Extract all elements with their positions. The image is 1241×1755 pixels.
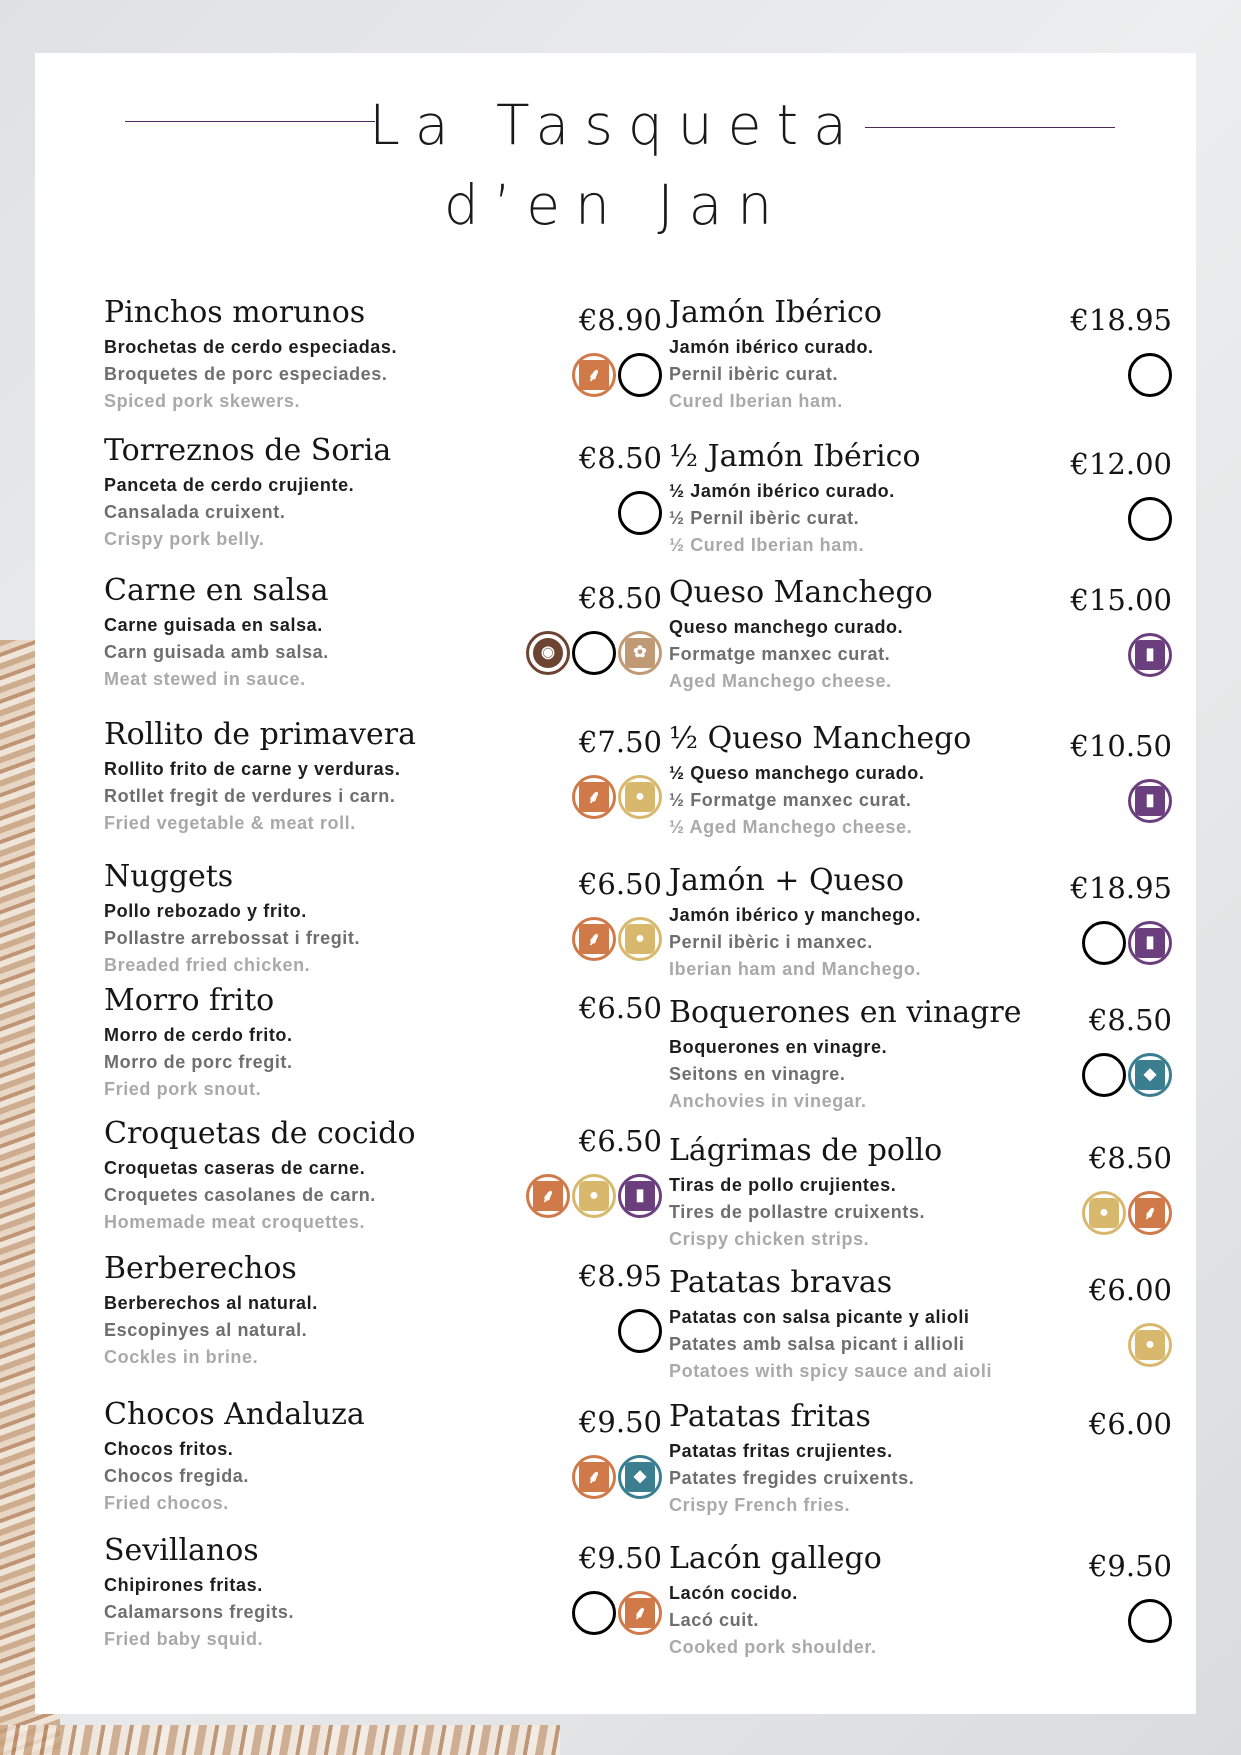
egg-icon: ● <box>1128 1323 1172 1367</box>
item-description-en: Crispy French fries. <box>669 1495 851 1515</box>
so2-icon: SO2 <box>618 491 662 535</box>
allergen-icons <box>572 1455 662 1505</box>
item-description-es: Berberechos al natural. <box>104 1293 318 1313</box>
item-name: Rollito de primavera <box>104 717 416 752</box>
item-description-ca: Pernil ibèric i manxec. <box>669 932 873 952</box>
wheat-icon: ⸙ <box>572 775 616 819</box>
menu-item <box>669 575 1172 700</box>
item-name: Jamón + Queso <box>669 863 905 898</box>
wheat-icon: ⸙ <box>572 353 616 397</box>
egg-icon: ● <box>572 1174 616 1218</box>
wheat-icon: ⸙ <box>526 1174 570 1218</box>
mollusc-icon: ◍ <box>572 1591 616 1635</box>
item-description-en: Breaded fried chicken. <box>104 955 311 975</box>
item-name: Sevillanos <box>104 1533 259 1568</box>
allergen-icons <box>1128 633 1172 683</box>
fish-icon: ◆ <box>618 1455 662 1499</box>
item-description-ca: ½ Formatge manxec curat. <box>669 790 912 810</box>
item-description-en: Fried baby squid. <box>104 1629 264 1649</box>
item-price: €18.95 <box>1070 871 1172 905</box>
milk-icon: ▮ <box>618 1174 662 1218</box>
item-name: ½ Queso Manchego <box>669 721 972 756</box>
allergen-icons <box>1128 779 1172 829</box>
item-description-ca: Tires de pollastre cruixents. <box>669 1202 926 1222</box>
mustard-icon: ✿ <box>618 631 662 675</box>
menu-item <box>104 295 662 420</box>
item-description-en: Fried chocos. <box>104 1493 229 1513</box>
item-description-es: ½ Queso manchego curado. <box>669 763 925 783</box>
menu-item <box>104 433 662 558</box>
item-description-en: ½ Aged Manchego cheese. <box>669 817 913 837</box>
wheat-icon: ⸙ <box>572 917 616 961</box>
item-description-es: Carne guisada en salsa. <box>104 615 323 635</box>
item-description-en: Homemade meat croquettes. <box>104 1212 366 1232</box>
milk-icon: ▮ <box>1128 921 1172 965</box>
item-description-ca: Cansalada cruixent. <box>104 502 286 522</box>
item-description-en: Iberian ham and Manchego. <box>669 959 922 979</box>
item-name: Queso Manchego <box>669 575 933 610</box>
item-description-en: Fried pork snout. <box>104 1079 262 1099</box>
allergen-icons <box>1082 1191 1172 1241</box>
item-name: Morro frito <box>104 983 275 1018</box>
item-description-en: ½ Cured Iberian ham. <box>669 535 865 555</box>
wheat-icon: ⸙ <box>618 1591 662 1635</box>
so2-icon: SO2 <box>1128 1599 1172 1643</box>
allergen-icons <box>572 353 662 403</box>
milk-icon: ▮ <box>1128 779 1172 823</box>
item-price: €15.00 <box>1070 583 1172 617</box>
item-name: Chocos Andaluza <box>104 1397 365 1432</box>
allergen-icons <box>1128 1599 1172 1649</box>
wheat-icon: ⸙ <box>1128 1191 1172 1235</box>
allergen-icons <box>1128 497 1172 547</box>
allergen-icons <box>618 491 662 541</box>
item-description-en: Anchovies in vinegar. <box>669 1091 867 1111</box>
item-description-es: Brochetas de cerdo especiadas. <box>104 337 398 357</box>
item-name: ½ Jamón Ibérico <box>669 439 921 474</box>
item-name: Patatas bravas <box>669 1265 893 1300</box>
menu-item <box>104 573 662 698</box>
item-name: Lacón gallego <box>669 1541 882 1576</box>
fish-icon: ◆ <box>1128 1053 1172 1097</box>
so2-icon: SO2 <box>1082 1053 1126 1097</box>
allergen-icons <box>572 917 662 967</box>
menu-item <box>104 1251 662 1376</box>
item-name: Jamón Ibérico <box>669 295 882 330</box>
item-description-es: ½ Jamón ibérico curado. <box>669 481 895 501</box>
so2-icon: SO2 <box>1128 497 1172 541</box>
menu-item <box>669 1399 1172 1524</box>
menu-item <box>669 863 1172 988</box>
item-description-ca: Broquetes de porc especiades. <box>104 364 388 384</box>
item-description-ca: Seitons en vinagre. <box>669 1064 846 1084</box>
item-description-en: Potatoes with spicy sauce and aioli <box>669 1361 993 1381</box>
item-description-ca: Escopinyes al natural. <box>104 1320 308 1340</box>
item-description-es: Boquerones en vinagre. <box>669 1037 888 1057</box>
item-description-es: Queso manchego curado. <box>669 617 904 637</box>
item-price: €8.50 <box>1088 1141 1172 1175</box>
item-description-ca: Pernil ibèric curat. <box>669 364 839 384</box>
menu-page <box>35 53 1196 1714</box>
item-price: €18.95 <box>1070 303 1172 337</box>
menu-item <box>669 1541 1172 1666</box>
so2-icon: SO2 <box>572 631 616 675</box>
item-description-ca: Formatge manxec curat. <box>669 644 891 664</box>
menu-item <box>669 1265 1172 1390</box>
item-description-ca: Morro de porc fregit. <box>104 1052 293 1072</box>
item-name: Carne en salsa <box>104 573 329 608</box>
item-name: Nuggets <box>104 859 234 894</box>
mollusc-icon: ◍ <box>618 1309 662 1353</box>
item-description-ca: Patates amb salsa picant i allioli <box>669 1334 965 1354</box>
egg-icon: ● <box>618 775 662 819</box>
menu-item <box>669 439 1172 564</box>
item-description-es: Lacón cocido. <box>669 1583 798 1603</box>
item-price: €6.50 <box>578 1124 662 1158</box>
item-description-ca: Chocos fregida. <box>104 1466 250 1486</box>
item-price: €8.50 <box>1088 1003 1172 1037</box>
item-description-es: Tiras de pollo crujientes. <box>669 1175 897 1195</box>
item-name: Pinchos morunos <box>104 295 366 330</box>
item-description-ca: Lacó cuit. <box>669 1610 760 1630</box>
item-description-es: Rollito frito de carne y verduras. <box>104 759 401 779</box>
allergen-icons <box>1128 1323 1172 1373</box>
item-price: €9.50 <box>578 1541 662 1575</box>
item-name: Croquetas de cocido <box>104 1116 416 1151</box>
item-description-ca: Calamarsons fregits. <box>104 1602 295 1622</box>
item-description-es: Jamón ibérico y manchego. <box>669 905 922 925</box>
item-description-ca: Patates fregides cruixents. <box>669 1468 915 1488</box>
item-price: €10.50 <box>1070 729 1172 763</box>
item-description-es: Chipirones fritas. <box>104 1575 263 1595</box>
menu-item <box>104 717 662 842</box>
item-description-en: Spiced pork skewers. <box>104 391 301 411</box>
menu-item <box>104 1116 662 1241</box>
item-price: €9.50 <box>578 1405 662 1439</box>
allergen-icons <box>1082 921 1172 971</box>
item-description-es: Chocos fritos. <box>104 1439 234 1459</box>
so2-icon: SO2 <box>1082 921 1126 965</box>
item-description-es: Croquetas caseras de carne. <box>104 1158 366 1178</box>
item-description-ca: Carn guisada amb salsa. <box>104 642 329 662</box>
allergen-icons <box>572 775 662 825</box>
item-price: €8.90 <box>578 303 662 337</box>
wheat-decoration-bottom <box>0 1725 560 1755</box>
milk-icon: ▮ <box>1128 633 1172 677</box>
item-description-es: Patatas con salsa picante y alioli <box>669 1307 970 1327</box>
item-description-es: Pollo rebozado y frito. <box>104 901 307 921</box>
restaurant-title: La Tasqueta <box>369 93 862 157</box>
item-description-en: Crispy pork belly. <box>104 529 265 549</box>
item-name: Berberechos <box>104 1251 297 1286</box>
menu-item <box>669 995 1172 1120</box>
item-description-en: Cured Iberian ham. <box>669 391 843 411</box>
item-name: Patatas fritas <box>669 1399 871 1434</box>
egg-icon: ● <box>618 917 662 961</box>
item-name: Torreznos de Soria <box>104 433 392 468</box>
item-price: €8.50 <box>578 581 662 615</box>
item-price: €7.50 <box>578 725 662 759</box>
allergen-icons <box>526 631 662 681</box>
allergen-icons <box>618 1309 662 1359</box>
item-description-en: Fried vegetable & meat roll. <box>104 813 356 833</box>
item-name: Boquerones en vinagre <box>669 995 1022 1030</box>
item-description-en: Cockles in brine. <box>104 1347 259 1367</box>
item-description-en: Cooked pork shoulder. <box>669 1637 877 1657</box>
allergen-icons <box>1128 353 1172 403</box>
item-price: €9.50 <box>1088 1549 1172 1583</box>
menu-item <box>104 1533 662 1658</box>
menu-item <box>104 859 662 984</box>
item-description-es: Jamón ibérico curado. <box>669 337 874 357</box>
item-price: €8.95 <box>578 1259 662 1293</box>
allergen-icons <box>1082 1053 1172 1103</box>
menu-item <box>669 1133 1172 1258</box>
item-price: €8.50 <box>578 441 662 475</box>
allergen-icons <box>572 1591 662 1641</box>
item-description-es: Panceta de cerdo crujiente. <box>104 475 355 495</box>
item-price: €12.00 <box>1070 447 1172 481</box>
restaurant-subtitle: d’en Jan <box>443 173 788 237</box>
egg-icon: ● <box>1082 1191 1126 1235</box>
item-description-en: Meat stewed in sauce. <box>104 669 306 689</box>
item-description-es: Morro de cerdo frito. <box>104 1025 293 1045</box>
item-name: Lágrimas de pollo <box>669 1133 943 1168</box>
nut-icon: ◉ <box>526 631 570 675</box>
item-description-en: Aged Manchego cheese. <box>669 671 892 691</box>
item-description-ca: Pollastre arrebossat i fregit. <box>104 928 361 948</box>
item-description-ca: ½ Pernil ibèric curat. <box>669 508 860 528</box>
wheat-icon: ⸙ <box>572 1455 616 1499</box>
so2-icon: SO2 <box>1128 353 1172 397</box>
item-description-es: Patatas fritas crujientes. <box>669 1441 893 1461</box>
menu-item <box>669 295 1172 420</box>
item-price: €6.00 <box>1088 1407 1172 1441</box>
item-description-en: Crispy chicken strips. <box>669 1229 870 1249</box>
item-price: €6.00 <box>1088 1273 1172 1307</box>
allergen-icons <box>526 1174 662 1224</box>
menu-item <box>104 983 662 1108</box>
menu-item <box>104 1397 662 1522</box>
item-price: €6.50 <box>578 991 662 1025</box>
item-price: €6.50 <box>578 867 662 901</box>
so2-icon: SO2 <box>618 353 662 397</box>
item-description-ca: Croquetes casolanes de carn. <box>104 1185 376 1205</box>
menu-item <box>669 721 1172 846</box>
item-description-ca: Rotllet fregit de verdures i carn. <box>104 786 396 806</box>
